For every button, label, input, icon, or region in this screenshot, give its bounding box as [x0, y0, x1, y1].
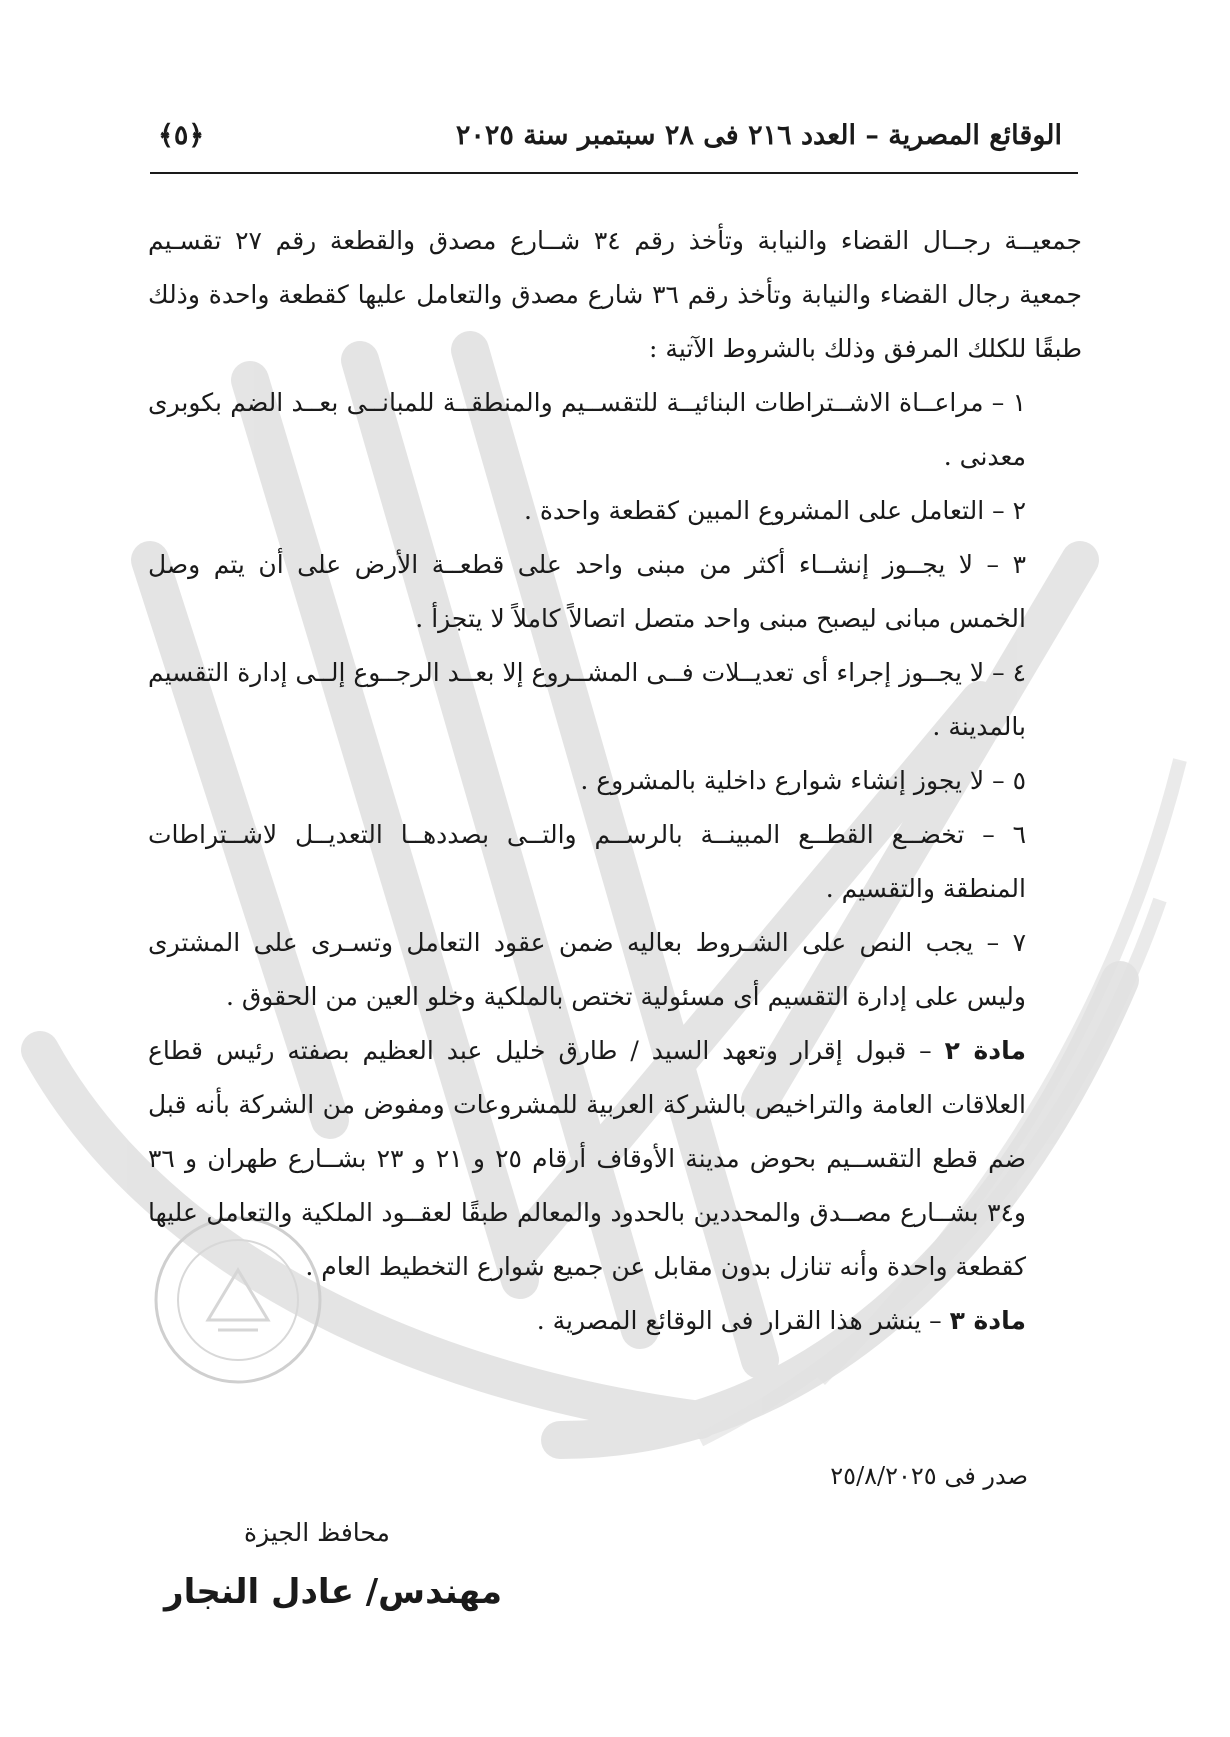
- article-3: [148, 1294, 1082, 1348]
- signer-title: محافظ الجيزة: [244, 1518, 390, 1547]
- header-title: الوقائع المصرية – العدد ٢١٦ فى ٢٨ سبتمبر سنة ٢٠٢٥: [455, 120, 1062, 151]
- condition-1: ١ – مراعــاة الاشــتراطات البنائيــة للتقســيم والمنطقــة للمبانــى بعــد الضم بكوبرى معدنى .: [148, 388, 1026, 471]
- page-number: ﴾٥﴿: [158, 120, 205, 151]
- condition-5: ٥ – لا يجوز إنشاء شوارع داخلية بالمشروع .: [580, 766, 1026, 795]
- condition-6: ٦ – تخضــع القطــع المبينــة بالرســم والتــى بصددهــا التعديــل لاشــتراطات المنطقة والتقسيم .: [148, 820, 1026, 903]
- decree-body: [148, 214, 1082, 1348]
- article-2-label: مادة ٢: [944, 1036, 1026, 1065]
- condition-3: ٣ – لا يجــوز إنشــاء أكثر من مبنى واحد على قطعــة الأرض على أن يتم وصل الخمس مبانى ليصبح مبنى واحد متصل اتصالاً كاملاً لا يتجزأ .: [148, 550, 1026, 633]
- condition-2: ٢ – التعامل على المشروع المبين كقطعة واحدة .: [523, 496, 1026, 525]
- signer-name: مهندس/ عادل النجار: [164, 1572, 503, 1612]
- page-header: [150, 112, 1078, 174]
- article-3-label: مادة ٣: [949, 1306, 1026, 1335]
- article-2-text: – قبول إقرار وتعهد السيد / طارق خليل عبد العظيم بصفته رئيس قطاع العلاقات العامة والتراخيص بالشركة العربية للمشروعات ومفوض من الشركة بأنه قبل ضم قطع التقســيم بحوض مدينة الأوقاف أرقام ٢٥ و ٢١ و ٢٣ بشــارع طهران و ٣٦ و٣٤ بشــارع مصــدق والمحددين بالحدود والمعالم طبقًا لعقــود الملكية والتعامل عليها كقطعة واحدة وأنه تنازل بدون مقابل عن جميع شوارع التخطيط العام .: [148, 1036, 1027, 1281]
- intro-paragraph: جمعيــة رجــال القضاء والنيابة وتأخذ رقم ٣٤ شــارع مصدق والقطعة رقم ٢٧ تقسـيم جمعية رجال القضاء والنيابة وتأخذ رقم ٣٦ شارع مصدق والتعامل عليها كقطعة واحدة وذلك طبقًا للكلك المرفق وذلك بالشروط الآتية :: [148, 226, 1083, 363]
- condition-4: ٤ – لا يجــوز إجراء أى تعديــلات فــى المشــروع إلا بعــد الرجــوع إلــى إدارة التقسيم بالمدينة .: [148, 658, 1026, 741]
- condition-7: ٧ – يجب النص على الشـروط بعاليه ضمن عقود التعامل وتسـرى على المشترى وليس على إدارة التقسيم أى مسئولية تختص بالملكية وخلو العين من الحقوق .: [148, 928, 1026, 1011]
- issue-date: صدر فى ٢٥/٨/٢٠٢٥: [830, 1462, 1028, 1490]
- article-3-text: – ينشر هذا القرار فى الوقائع المصرية .: [536, 1306, 950, 1335]
- article-2: [148, 1024, 1082, 1294]
